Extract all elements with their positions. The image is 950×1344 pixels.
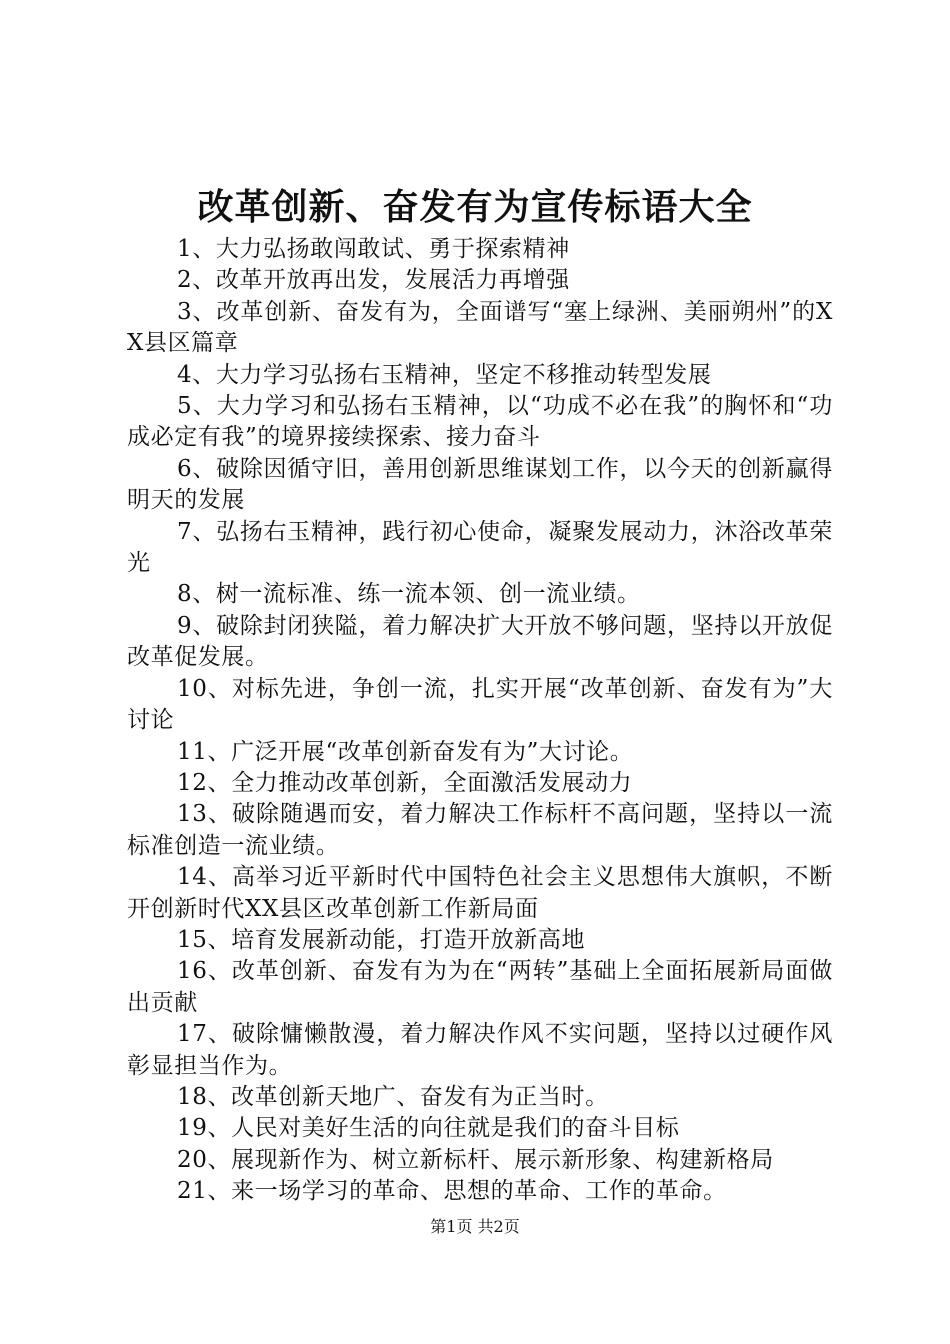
list-item: 5、大力学习和弘扬右玉精神，以“功成不必在我”的胸怀和“功成必定有我”的境界接续探索、接力奋斗 bbox=[127, 393, 833, 451]
list-item: 18、改革创新天地广、奋发有为正当时。 bbox=[177, 1083, 609, 1110]
list-item: 4、大力学习弘扬右玉精神，坚定不移推动转型发展 bbox=[177, 361, 712, 388]
list-item: 17、破除慵懒散漫，着力解决作风不实问题，坚持以过硬作风彰显担当作为。 bbox=[127, 1021, 833, 1079]
list-item: 6、破除因循守旧，善用创新思维谋划工作，以今天的创新赢得明天的发展 bbox=[127, 455, 833, 514]
list-item: 9、破除封闭狭隘，着力解决扩大开放不够问题，坚持以开放促改革促发展。 bbox=[127, 612, 833, 671]
list-item: 14、高举习近平新时代中国特色社会主义思想伟大旗帜，不断开创新时代XX县区改革创新工作新局面 bbox=[127, 864, 833, 922]
list-item: 3、改革创新、奋发有为，全面谱写“塞上绿洲、美丽朔州”的XX县区篇章 bbox=[127, 298, 833, 357]
page-footer: 第1页 共2页 bbox=[430, 1217, 520, 1236]
list-item: 12、全力推动改革创新，全面激活发展动力 bbox=[177, 769, 633, 796]
document-title: 改革创新、奋发有为宣传标语大全 bbox=[197, 187, 753, 228]
list-item: 10、对标先进，争创一流，扎实开展“改革创新、奋发有为”大讨论 bbox=[127, 675, 833, 734]
list-item: 16、改革创新、奋发有为为在“两转”基础上全面拓展新局面做出贡献 bbox=[127, 958, 833, 1016]
list-item: 20、展现新作为、树立新标杆、展示新形象、构建新格局 bbox=[177, 1146, 774, 1173]
list-item: 7、弘扬右玉精神，践行初心使命，凝聚发展动力，沐浴改革荣光 bbox=[127, 518, 833, 577]
list-item: 13、破除随遇而安，着力解决工作标杆不高问题，坚持以一流标准创造一流业绩。 bbox=[127, 801, 833, 859]
list-item: 11、广泛开展“改革创新奋发有为”大讨论。 bbox=[177, 738, 634, 765]
list-item: 1、大力弘扬敢闯敢试、勇于探索精神 bbox=[177, 236, 570, 262]
list-item: 19、人民对美好生活的向往就是我们的奋斗目标 bbox=[177, 1115, 680, 1142]
list-item: 2、改革开放再出发，发展活力再增强 bbox=[177, 267, 570, 294]
list-item: 15、培育发展新动能，打造开放新高地 bbox=[177, 926, 586, 953]
slogan-list bbox=[127, 234, 833, 1208]
list-item: 21、来一场学习的革命、思想的革命、工作的革命。 bbox=[177, 1178, 727, 1205]
list-item: 8、树一流标准、练一流本领、创一流业绩。 bbox=[177, 581, 641, 608]
